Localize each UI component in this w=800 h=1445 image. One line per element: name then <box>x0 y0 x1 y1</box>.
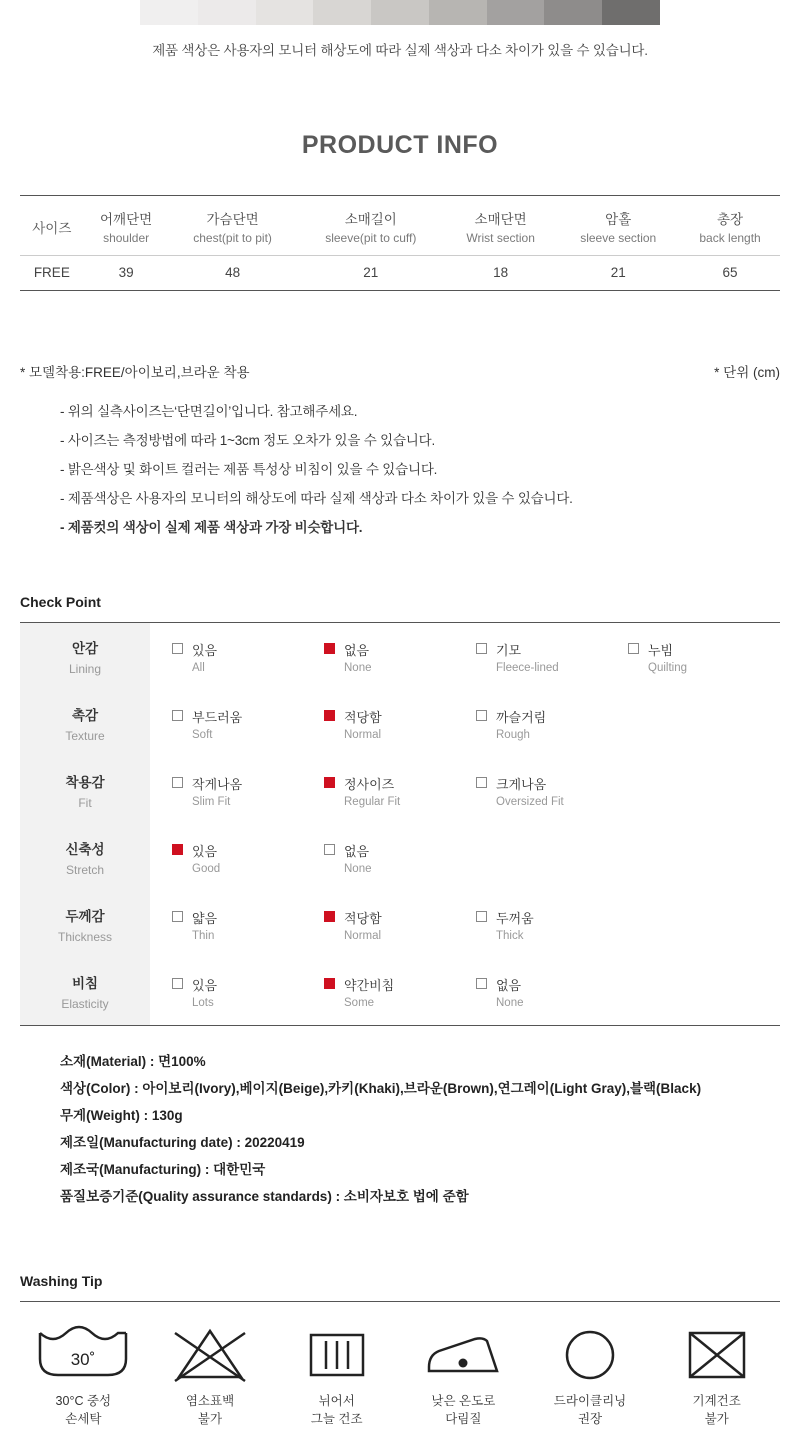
color-swatch <box>198 0 256 25</box>
washing-tip-caption: 30°C 중성 손세탁 <box>55 1394 112 1427</box>
check-point-category: 두께감 Thickness <box>20 891 150 958</box>
check-point-option[interactable] <box>324 841 476 875</box>
check-point-option[interactable] <box>476 774 628 808</box>
check-point-option[interactable] <box>476 640 628 674</box>
size-table-row <box>20 256 780 291</box>
check-point-option-label: 얇음 Thin <box>192 910 218 942</box>
check-point-option[interactable] <box>324 640 476 674</box>
washing-tip-item <box>653 1324 780 1428</box>
checkbox-icon[interactable] <box>476 978 487 989</box>
material-info-item: 제조일(Manufacturing date) : 20220419 <box>60 1135 305 1150</box>
washing-tip-item <box>147 1324 274 1428</box>
note-item: - 사이즈는 측정방법에 따라 1~3cm 정도 오차가 있을 수 있습니다. <box>60 433 436 448</box>
washing-tip-caption: 뉘어서 그늘 건조 <box>310 1394 363 1427</box>
check-point-option-label: 기모 Fleece-lined <box>496 642 559 674</box>
check-point-option-label: 부드러움 Soft <box>192 709 243 741</box>
check-point-option[interactable] <box>324 975 476 1009</box>
check-point-option[interactable] <box>172 774 324 808</box>
size-table-header-cell: 소매단면 Wrist section <box>445 196 556 256</box>
checkbox-icon[interactable] <box>324 978 335 989</box>
checkbox-icon[interactable] <box>172 710 183 721</box>
material-info-item: 제조국(Manufacturing) : 대한민국 <box>60 1162 266 1177</box>
check-point-row <box>20 690 780 757</box>
checkbox-icon[interactable] <box>324 844 335 855</box>
check-point-options <box>150 958 780 1026</box>
notes-section <box>20 361 780 536</box>
check-point-category: 촉감 Texture <box>20 690 150 757</box>
check-point-option-label: 정사이즈 Regular Fit <box>344 776 401 808</box>
washing-tip-item <box>400 1324 527 1428</box>
material-info-item: 무게(Weight) : 130g <box>60 1108 183 1123</box>
check-point-option-label: 크게나옴 Oversized Fit <box>496 776 564 808</box>
color-swatch <box>140 0 198 25</box>
size-table-header-cell: 암홀 sleeve section <box>556 196 680 256</box>
material-info-list <box>20 1050 780 1205</box>
size-table-cell: FREE <box>33 265 70 280</box>
check-point-option[interactable] <box>628 640 780 674</box>
product-info-title: PRODUCT INFO <box>301 131 499 159</box>
color-swatch <box>487 0 545 25</box>
size-table-cell: 39 <box>118 265 134 280</box>
check-point-option[interactable] <box>172 841 324 875</box>
color-swatch <box>371 0 429 25</box>
checkbox-icon[interactable] <box>172 777 183 788</box>
check-point-option-label: 까슬거림 Rough <box>496 709 547 741</box>
check-point-options <box>150 757 780 824</box>
washing-tip-caption: 기계건조 불가 <box>692 1394 741 1427</box>
checkbox-icon[interactable] <box>172 978 183 989</box>
size-table-header-cell: 총장 back length <box>680 196 780 256</box>
washing-tip-caption: 드라이클리닝 권장 <box>553 1394 627 1427</box>
check-point-option[interactable] <box>324 774 476 808</box>
checkbox-icon[interactable] <box>476 643 487 654</box>
check-point-category: 안감 Lining <box>20 623 150 691</box>
no-machine-dry-icon <box>653 1324 780 1386</box>
checkbox-icon[interactable] <box>324 777 335 788</box>
check-point-option-label: 작게나옴 Slim Fit <box>192 776 243 808</box>
check-point-option-label: 없음 None <box>496 977 524 1009</box>
check-point-option-label: 누빔 Quilting <box>648 642 687 674</box>
color-swatch <box>313 0 371 25</box>
color-swatch <box>256 0 314 25</box>
check-point-option-label: 있음 Lots <box>192 977 218 1009</box>
note-list <box>20 400 780 536</box>
no-bleach-icon <box>147 1324 274 1386</box>
iron-low-icon <box>400 1324 527 1386</box>
washing-tip-caption: 염소표백 불가 <box>185 1394 235 1427</box>
check-point-category: 착용감 Fit <box>20 757 150 824</box>
checkbox-icon[interactable] <box>476 710 487 721</box>
check-point-category: 신축성 Stretch <box>20 824 150 891</box>
color-swatch-strip <box>140 0 660 25</box>
dry-clean-icon <box>527 1324 654 1386</box>
check-point-options <box>150 824 780 891</box>
note-item: - 제품색상은 사용자의 모니터의 해상도에 따라 실제 색상과 다소 차이가 있을 수 있습니다. <box>60 491 573 506</box>
checkbox-icon[interactable] <box>324 911 335 922</box>
check-point-category: 비침 Elasticity <box>20 958 150 1026</box>
checkbox-icon[interactable] <box>324 643 335 654</box>
size-table-header-cell: 소매길이 sleeve(pit to cuff) <box>297 196 445 256</box>
size-table-cell: 21 <box>363 265 379 280</box>
washing-tip-row <box>20 1301 780 1436</box>
check-point-option[interactable] <box>324 707 476 741</box>
checkbox-icon[interactable] <box>476 777 487 788</box>
washing-tip-item <box>527 1324 654 1428</box>
material-info-item: 품질보증기준(Quality assurance standards) : 소비자보호 법에 준함 <box>60 1189 469 1204</box>
unit-info: * 단위 (cm) <box>714 365 780 380</box>
color-swatch <box>544 0 602 25</box>
size-table-header-cell: 어깨단면 shoulder <box>84 196 169 256</box>
color-disclaimer-text: 제품 색상은 사용자의 모니터 해상도에 따라 실제 색상과 다소 차이가 있을 수 있습니다. <box>152 43 648 58</box>
check-point-option-label: 있음 All <box>192 642 218 674</box>
check-point-option-label: 없음 None <box>344 843 372 875</box>
material-info-item: 소재(Material) : 면100% <box>60 1054 206 1069</box>
size-table-header-size: 사이즈 <box>20 196 84 256</box>
check-point-options <box>150 891 780 958</box>
note-item: - 위의 실측사이즈는‘단면길이’입니다. 참고해주세요. <box>60 404 358 419</box>
check-point-option-label: 적당함 Normal <box>344 709 382 741</box>
size-table-cell: 21 <box>610 265 626 280</box>
check-point-row <box>20 757 780 824</box>
size-table <box>20 195 780 291</box>
checkbox-icon[interactable] <box>172 911 183 922</box>
check-point-option[interactable] <box>172 975 324 1009</box>
check-point-option-label: 있음 Good <box>192 843 221 875</box>
check-point-option[interactable] <box>172 707 324 741</box>
checkbox-icon[interactable] <box>172 844 183 855</box>
hand-wash-30-icon <box>20 1324 147 1386</box>
washing-tip-item <box>273 1324 400 1428</box>
check-point-table <box>20 622 780 1026</box>
dry-in-shade-icon <box>273 1324 400 1386</box>
checkbox-icon[interactable] <box>324 710 335 721</box>
size-table-cell: 48 <box>225 265 241 280</box>
check-point-row <box>20 623 780 691</box>
checkbox-icon[interactable] <box>172 643 183 654</box>
material-info-item: 색상(Color) : 아이보리(Ivory),베이지(Beige),카키(Khaki),브라운(Brown),연그레이(Light Gray),블랙(Black) <box>60 1081 702 1096</box>
model-wearing-info: * 모델착용:FREE/아이보리,브라운 착용 <box>20 365 250 380</box>
color-swatch <box>429 0 487 25</box>
washing-tip-label: Washing Tip <box>20 1273 103 1289</box>
check-point-option[interactable] <box>476 975 628 1009</box>
color-swatch <box>602 0 660 25</box>
check-point-row <box>20 891 780 958</box>
size-table-header-cell: 가슴단면 chest(pit to pit) <box>169 196 297 256</box>
checkbox-icon[interactable] <box>628 643 639 654</box>
check-point-option[interactable] <box>324 908 476 942</box>
check-point-option-label: 약간비침 Some <box>344 977 395 1009</box>
note-item: - 제품컷의 색상이 실제 제품 색상과 가장 비슷합니다. <box>60 520 363 535</box>
check-point-label: Check Point <box>20 594 101 610</box>
check-point-option-label: 두꺼움 Thick <box>496 910 534 942</box>
check-point-option-label: 적당함 Normal <box>344 910 382 942</box>
check-point-option[interactable] <box>476 908 628 942</box>
check-point-option[interactable] <box>172 640 324 674</box>
washing-tip-caption: 낮은 온도로 다림질 <box>431 1394 496 1427</box>
check-point-option-label: 없음 None <box>344 642 372 674</box>
check-point-row <box>20 824 780 891</box>
checkbox-icon[interactable] <box>476 911 487 922</box>
check-point-option[interactable] <box>476 707 628 741</box>
check-point-option[interactable] <box>172 908 324 942</box>
note-item: - 밝은색상 및 화이트 컬러는 제품 특성상 비침이 있을 수 있습니다. <box>60 462 438 477</box>
check-point-options <box>150 690 780 757</box>
svg-text:30˚: 30˚ <box>71 1350 96 1369</box>
check-point-options <box>150 623 780 691</box>
size-table-cell: 18 <box>493 265 509 280</box>
check-point-row <box>20 958 780 1026</box>
size-table-cell: 65 <box>722 265 738 280</box>
size-table-header-row <box>20 196 780 256</box>
washing-tip-item <box>20 1324 147 1428</box>
